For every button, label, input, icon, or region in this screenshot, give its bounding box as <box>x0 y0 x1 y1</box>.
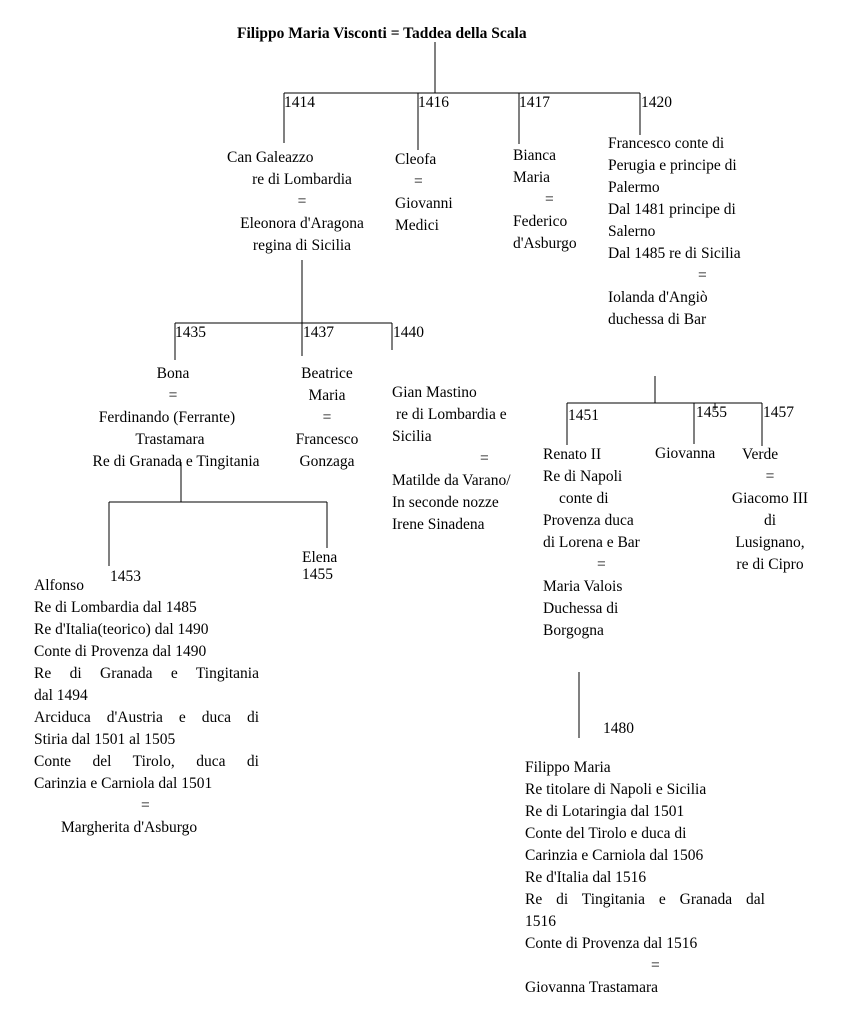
person-can-galeazzo: Can Galeazzo re di Lombardia = Eleonora d'Aragona regina di Sicilia <box>227 149 364 254</box>
year-1417: 1417 <box>519 94 550 111</box>
year-1414: 1414 <box>284 94 315 111</box>
year-1440: 1440 <box>393 324 424 341</box>
year-1480: 1480 <box>603 720 634 737</box>
person-gian-mastino: Gian Mastino re di Lombardia e Sicilia = Matilde da Varano/ In seconde nozze Irene Sinadena <box>392 384 511 533</box>
year-1420: 1420 <box>641 94 672 111</box>
year-1455: 1455 <box>696 404 727 421</box>
person-bianca-maria: Bianca Maria = Federico d'Asburgo <box>513 147 577 252</box>
person-cleofa: Cleofa = Giovanni Medici <box>395 151 453 234</box>
year-1435: 1435 <box>175 324 206 341</box>
person-elena: Elena 1455 <box>302 549 338 583</box>
person-giovanna: Giovanna <box>655 445 716 462</box>
person-verde: Verde = Giacomo III di Lusignano, re di Cipro <box>731 446 809 573</box>
year-1451: 1451 <box>568 407 599 424</box>
person-francesco: Francesco conte di Perugia e principe di Palermo Dal 1481 principe di Salerno Dal 1485 re di Sicilia = Iolanda d'Angiò duchessa di Bar <box>608 135 741 328</box>
year-1457: 1457 <box>763 404 794 421</box>
person-filippo-maria: Filippo Maria Re titolare di Napoli e Sicilia Re di Lotaringia dal 1501 Conte del Tirolo e duca di Carinzia e Carniola dal 1506 Re d'Italia dal 1516 Re di Tingitania e Granada dal 1516 Conte di Provenza dal 1516 = Giovanna Trastamara <box>525 759 765 996</box>
year-1416: 1416 <box>418 94 449 111</box>
person-beatrice-maria: Beatrice Maria = Francesco Gonzaga <box>295 365 359 470</box>
year-1437: 1437 <box>303 324 334 341</box>
year-1453: 1453 <box>110 568 141 585</box>
person-alfonso: Alfonso Re di Lombardia dal 1485 Re d'Italia(teorico) dal 1490 Conte di Provenza dal 1490 Re di Granada e Tingitania dal 1494 Arciduca d'Austria e duca di Stiria dal 1501 al 1505 Conte del Tirolo, duca di Carinzia e Carniola dal 1501 = Margherita d'Asburgo <box>34 577 259 836</box>
root-couple: Filippo Maria Visconti = Taddea della Scala <box>237 25 527 42</box>
person-bona: Bona = Ferdinando (Ferrante) Trastamara Re di Granada e Tingitania <box>92 365 260 470</box>
person-renato-ii: Renato II Re di Napoli conte di Provenza duca di Lorena e Bar = Maria Valois Duchessa di Borgogna <box>543 446 640 639</box>
